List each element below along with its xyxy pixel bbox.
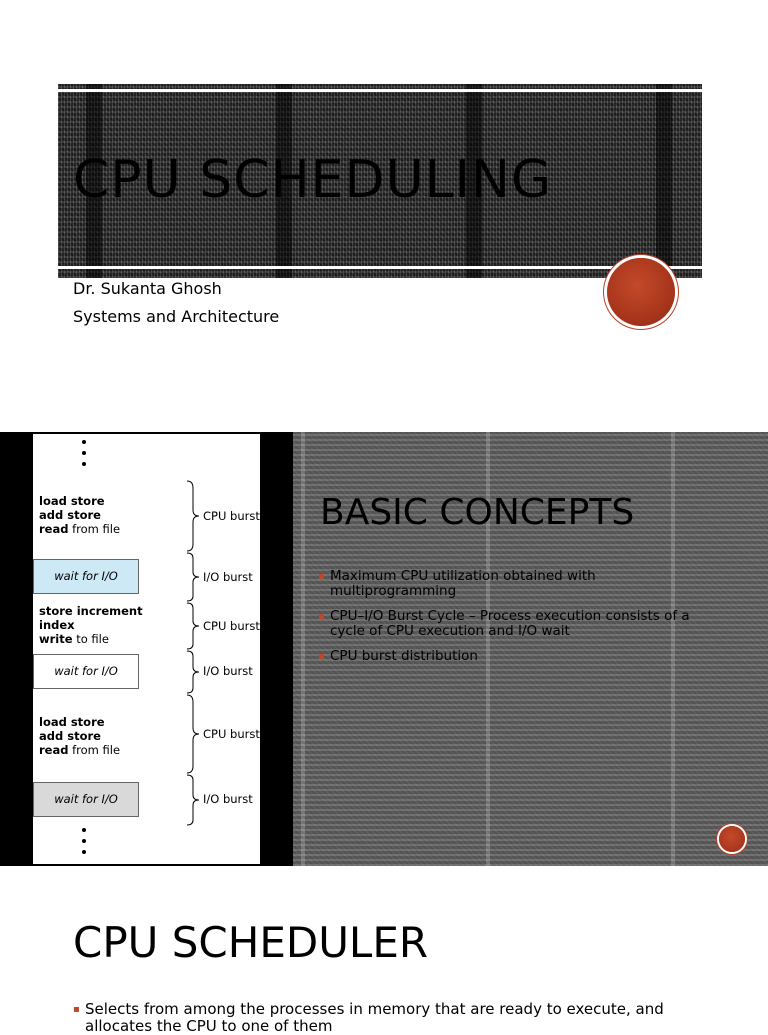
code-keyword: read — [39, 522, 69, 536]
io-burst-label: I/O burst — [203, 664, 253, 678]
decorative-circle — [719, 826, 745, 852]
cpu-burst-label: CPU burst — [203, 727, 260, 741]
list-item: ▪ CPU–I/O Burst Cycle – Process execution consists of a cycle of CPU execution and I/O wait — [318, 608, 690, 639]
presentation-title: CPU SCHEDULING — [73, 150, 553, 210]
department-name: Systems and Architecture — [73, 307, 280, 326]
cpu-burst-label: CPU burst — [203, 619, 260, 633]
slide-heading: CPU SCHEDULER — [73, 918, 429, 967]
scheduler-bullet-list — [73, 1001, 713, 1035]
brace-icon — [185, 602, 201, 650]
code-block-2: store increment index write to file — [39, 604, 143, 646]
wait-io-box-2: wait for I/O — [33, 654, 139, 689]
wait-io-box-1: wait for I/O — [33, 559, 139, 594]
slide-basic-concepts — [0, 432, 768, 866]
burst-cycle-figure — [33, 434, 260, 864]
ellipsis-bottom — [82, 828, 86, 861]
list-item: ▪ Maximum CPU utilization obtained with multiprogramming — [318, 568, 596, 599]
brace-icon — [185, 774, 201, 826]
decorative-circle — [607, 258, 675, 326]
list-item: ▪ CPU burst distribution — [318, 648, 478, 664]
io-burst-label: I/O burst — [203, 570, 253, 584]
bullet-icon: ▪ — [318, 651, 325, 662]
bullet-icon: ▪ — [318, 571, 325, 582]
bullet-icon: ▪ — [73, 1004, 80, 1015]
slide-heading: BASIC CONCEPTS — [320, 492, 635, 533]
wait-io-box-3: wait for I/O — [33, 782, 139, 817]
band-divider-top — [58, 89, 702, 92]
author-name: Dr. Sukanta Ghosh — [73, 279, 222, 298]
bullet-icon: ▪ — [318, 611, 325, 622]
brace-icon — [185, 650, 201, 694]
code-block-3: load store add store read from file — [39, 715, 121, 757]
brace-icon — [185, 694, 201, 774]
io-burst-label: I/O burst — [203, 792, 253, 806]
list-item: ▪ Selects from among the processes in memory that are ready to execute, and allocates the CPU to one of them — [73, 1000, 664, 1035]
brace-icon — [185, 480, 201, 552]
concepts-bullet-list — [318, 569, 723, 674]
code-block-1: load store add store read from file — [39, 494, 121, 536]
slide-cpu-scheduler — [0, 866, 768, 1035]
band-divider-bottom — [58, 266, 702, 269]
cpu-burst-label: CPU burst — [203, 509, 260, 523]
brace-icon — [185, 552, 201, 602]
ellipsis-top — [82, 440, 86, 473]
slide-title — [0, 0, 768, 432]
